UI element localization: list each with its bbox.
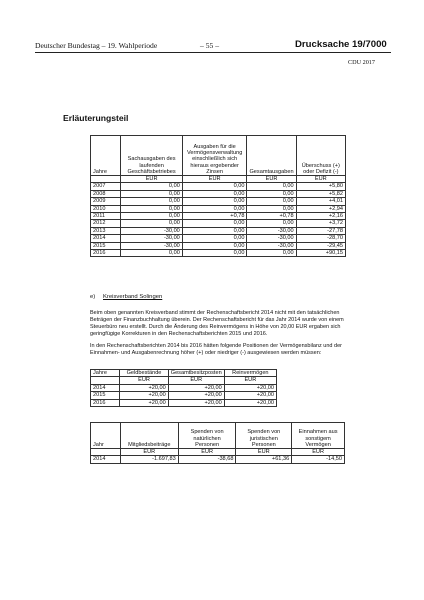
value-cell: -27,78 bbox=[296, 227, 345, 234]
value-cell: 0,00 bbox=[121, 198, 182, 205]
unit-cell: EUR bbox=[236, 449, 292, 456]
unit-cell bbox=[91, 449, 121, 456]
column-header: Ausgaben für die Vermögensverwaltung einschließlich sich hieraus ergebender Zinsen bbox=[182, 136, 247, 176]
document-number-value: 7000 bbox=[365, 39, 387, 50]
unit-cell: EUR bbox=[168, 377, 224, 384]
value-cell: 0,00 bbox=[182, 183, 247, 190]
year-cell: 2014 bbox=[91, 235, 121, 242]
value-cell: -30,00 bbox=[121, 235, 182, 242]
year-cell: 2014 bbox=[91, 456, 121, 463]
table-row bbox=[91, 384, 277, 391]
party-year-label: CDU 2017 bbox=[348, 59, 375, 66]
expenses-table-body bbox=[91, 136, 346, 257]
year-cell: 2007 bbox=[91, 183, 121, 190]
header-row bbox=[91, 370, 277, 377]
section-title: Erläuterungsteil bbox=[63, 113, 129, 123]
unit-cell bbox=[91, 176, 121, 183]
value-cell: +3,72 bbox=[296, 220, 345, 227]
year-cell: 2010 bbox=[91, 205, 121, 212]
table-row bbox=[91, 190, 346, 197]
value-cell: +20,00 bbox=[224, 384, 276, 391]
column-header: Jahre bbox=[91, 136, 121, 176]
value-cell: -30,00 bbox=[247, 242, 296, 249]
value-cell: 0,00 bbox=[182, 220, 247, 227]
section-e-paragraph-1: Beim oben genannten Kreisverband stimmt der Rechenschaftsbericht 2014 nicht mit den tatsächlichen Beträgen der Finanzbuchhaltung überein. Der Rechenschaftsbericht für das Jahr 2014 wurde von einem Steuerbüro neu erstellt. Durch die Änderung des Reinvermögens in Höhe von 20,00 EUR ergaben sich geringfügige Korrekturen in den Rechenschaftsberichten 2015 und 2016. bbox=[90, 310, 344, 338]
unit-cell: EUR bbox=[247, 176, 296, 183]
value-cell: 0,00 bbox=[121, 183, 182, 190]
header-row bbox=[91, 136, 346, 176]
value-cell: -29,45 bbox=[296, 242, 345, 249]
table-row bbox=[91, 392, 277, 399]
value-cell: 0,00 bbox=[121, 249, 182, 256]
table-row bbox=[91, 220, 346, 227]
value-cell: +20,00 bbox=[168, 392, 224, 399]
value-cell: 0,00 bbox=[121, 220, 182, 227]
section-e-title: Kreisverband Solingen bbox=[103, 294, 163, 300]
year-cell: 2016 bbox=[91, 399, 120, 406]
table-row bbox=[91, 205, 346, 212]
value-cell: +4,01 bbox=[296, 198, 345, 205]
table-row bbox=[91, 198, 346, 205]
column-header: Reinvermögen bbox=[224, 370, 276, 377]
value-cell: 0,00 bbox=[247, 190, 296, 197]
year-cell: 2009 bbox=[91, 198, 121, 205]
column-header: Jahre bbox=[91, 370, 120, 377]
column-header: Spenden von natürlichen Personen bbox=[178, 423, 236, 449]
table-row bbox=[91, 242, 346, 249]
value-cell: +90,15 bbox=[296, 249, 345, 256]
value-cell: 0,00 bbox=[182, 227, 247, 234]
value-cell: +0,78 bbox=[247, 212, 296, 219]
value-cell: +20,00 bbox=[168, 384, 224, 391]
value-cell: +2,16 bbox=[296, 212, 345, 219]
value-cell: +20,00 bbox=[168, 399, 224, 406]
year-cell: 2014 bbox=[91, 384, 120, 391]
value-cell: -30,00 bbox=[121, 242, 182, 249]
value-cell: -28,70 bbox=[296, 235, 345, 242]
document-number bbox=[295, 39, 387, 50]
column-header: Spenden von juristischen Personen bbox=[236, 423, 292, 449]
value-cell: +20,00 bbox=[120, 384, 168, 391]
value-cell: +20,00 bbox=[120, 392, 168, 399]
value-cell: 0,00 bbox=[121, 190, 182, 197]
unit-cell: EUR bbox=[121, 176, 182, 183]
value-cell: 0,00 bbox=[182, 205, 247, 212]
value-cell: +20,00 bbox=[224, 399, 276, 406]
expenses-table bbox=[90, 135, 346, 257]
year-cell: 2015 bbox=[91, 392, 120, 399]
unit-row bbox=[91, 449, 345, 456]
value-cell: -1.697,83 bbox=[120, 456, 178, 463]
value-cell: 0,00 bbox=[247, 249, 296, 256]
section-e-marker: e) bbox=[90, 294, 96, 300]
value-cell: 0,00 bbox=[247, 183, 296, 190]
value-cell: 0,00 bbox=[182, 198, 247, 205]
document-number-prefix: Drucksache 19/ bbox=[295, 39, 366, 50]
value-cell: 0,00 bbox=[182, 249, 247, 256]
column-header: Jahr bbox=[91, 423, 121, 449]
unit-cell: EUR bbox=[178, 449, 236, 456]
income-table bbox=[90, 422, 345, 464]
header-rule bbox=[35, 52, 391, 53]
value-cell: -30,00 bbox=[247, 227, 296, 234]
unit-cell: EUR bbox=[120, 449, 178, 456]
value-cell: 0,00 bbox=[247, 205, 296, 212]
unit-cell: EUR bbox=[296, 176, 345, 183]
income-table-body bbox=[91, 423, 345, 464]
value-cell: -14,50 bbox=[292, 456, 345, 463]
column-header: Gesamtbesitzposten bbox=[168, 370, 224, 377]
table-row bbox=[91, 212, 346, 219]
column-header: Geldbestände bbox=[120, 370, 168, 377]
column-header: Gesamtausgaben bbox=[247, 136, 296, 176]
column-header: Sachausgaben des laufenden Geschäftsbetriebes bbox=[121, 136, 182, 176]
value-cell: 0,00 bbox=[182, 235, 247, 242]
column-header: Einnahmen aus sonstigem Vermögen bbox=[292, 423, 345, 449]
value-cell: -30,00 bbox=[247, 235, 296, 242]
value-cell: -38,68 bbox=[178, 456, 236, 463]
year-cell: 2013 bbox=[91, 227, 121, 234]
column-header: Mitgliedsbeiträge bbox=[120, 423, 178, 449]
value-cell: +0,78 bbox=[182, 212, 247, 219]
value-cell: 0,00 bbox=[121, 205, 182, 212]
section-e-heading bbox=[90, 294, 162, 300]
assets-table-body bbox=[91, 370, 277, 407]
unit-cell: EUR bbox=[224, 377, 276, 384]
unit-cell bbox=[91, 377, 120, 384]
column-header: Überschuss (+) oder Defizit (-) bbox=[296, 136, 345, 176]
table-row bbox=[91, 235, 346, 242]
page-number: – 55 – bbox=[200, 41, 219, 50]
section-e-paragraph-2: In den Rechenschaftsberichten 2014 bis 2016 hätten folgende Positionen der Vermögensbilanz und der Einnahmen- und Ausgabenrechnung höher (+) oder niedriger (-) ausgewiesen werden müssen: bbox=[90, 343, 342, 357]
unit-row bbox=[91, 377, 277, 384]
table-row bbox=[91, 183, 346, 190]
table-row bbox=[91, 456, 345, 463]
unit-cell: EUR bbox=[292, 449, 345, 456]
value-cell: 0,00 bbox=[247, 198, 296, 205]
value-cell: +20,00 bbox=[120, 399, 168, 406]
year-cell: 2008 bbox=[91, 190, 121, 197]
assets-table bbox=[90, 369, 277, 407]
value-cell: 0,00 bbox=[182, 190, 247, 197]
value-cell: 0,00 bbox=[182, 242, 247, 249]
value-cell: +61,36 bbox=[236, 456, 292, 463]
value-cell: -30,00 bbox=[121, 227, 182, 234]
table-row bbox=[91, 399, 277, 406]
header-row bbox=[91, 423, 345, 449]
value-cell: +20,00 bbox=[224, 392, 276, 399]
value-cell: +5,82 bbox=[296, 190, 345, 197]
year-cell: 2012 bbox=[91, 220, 121, 227]
year-cell: 2011 bbox=[91, 212, 121, 219]
value-cell: 0,00 bbox=[121, 212, 182, 219]
table-row bbox=[91, 249, 346, 256]
value-cell: +5,80 bbox=[296, 183, 345, 190]
year-cell: 2015 bbox=[91, 242, 121, 249]
table-row bbox=[91, 227, 346, 234]
unit-cell: EUR bbox=[182, 176, 247, 183]
value-cell: +2,94 bbox=[296, 205, 345, 212]
value-cell: 0,00 bbox=[247, 220, 296, 227]
header-left-text: Deutscher Bundestag – 19. Wahlperiode bbox=[35, 41, 158, 50]
unit-cell: EUR bbox=[120, 377, 168, 384]
unit-row bbox=[91, 176, 346, 183]
year-cell: 2016 bbox=[91, 249, 121, 256]
